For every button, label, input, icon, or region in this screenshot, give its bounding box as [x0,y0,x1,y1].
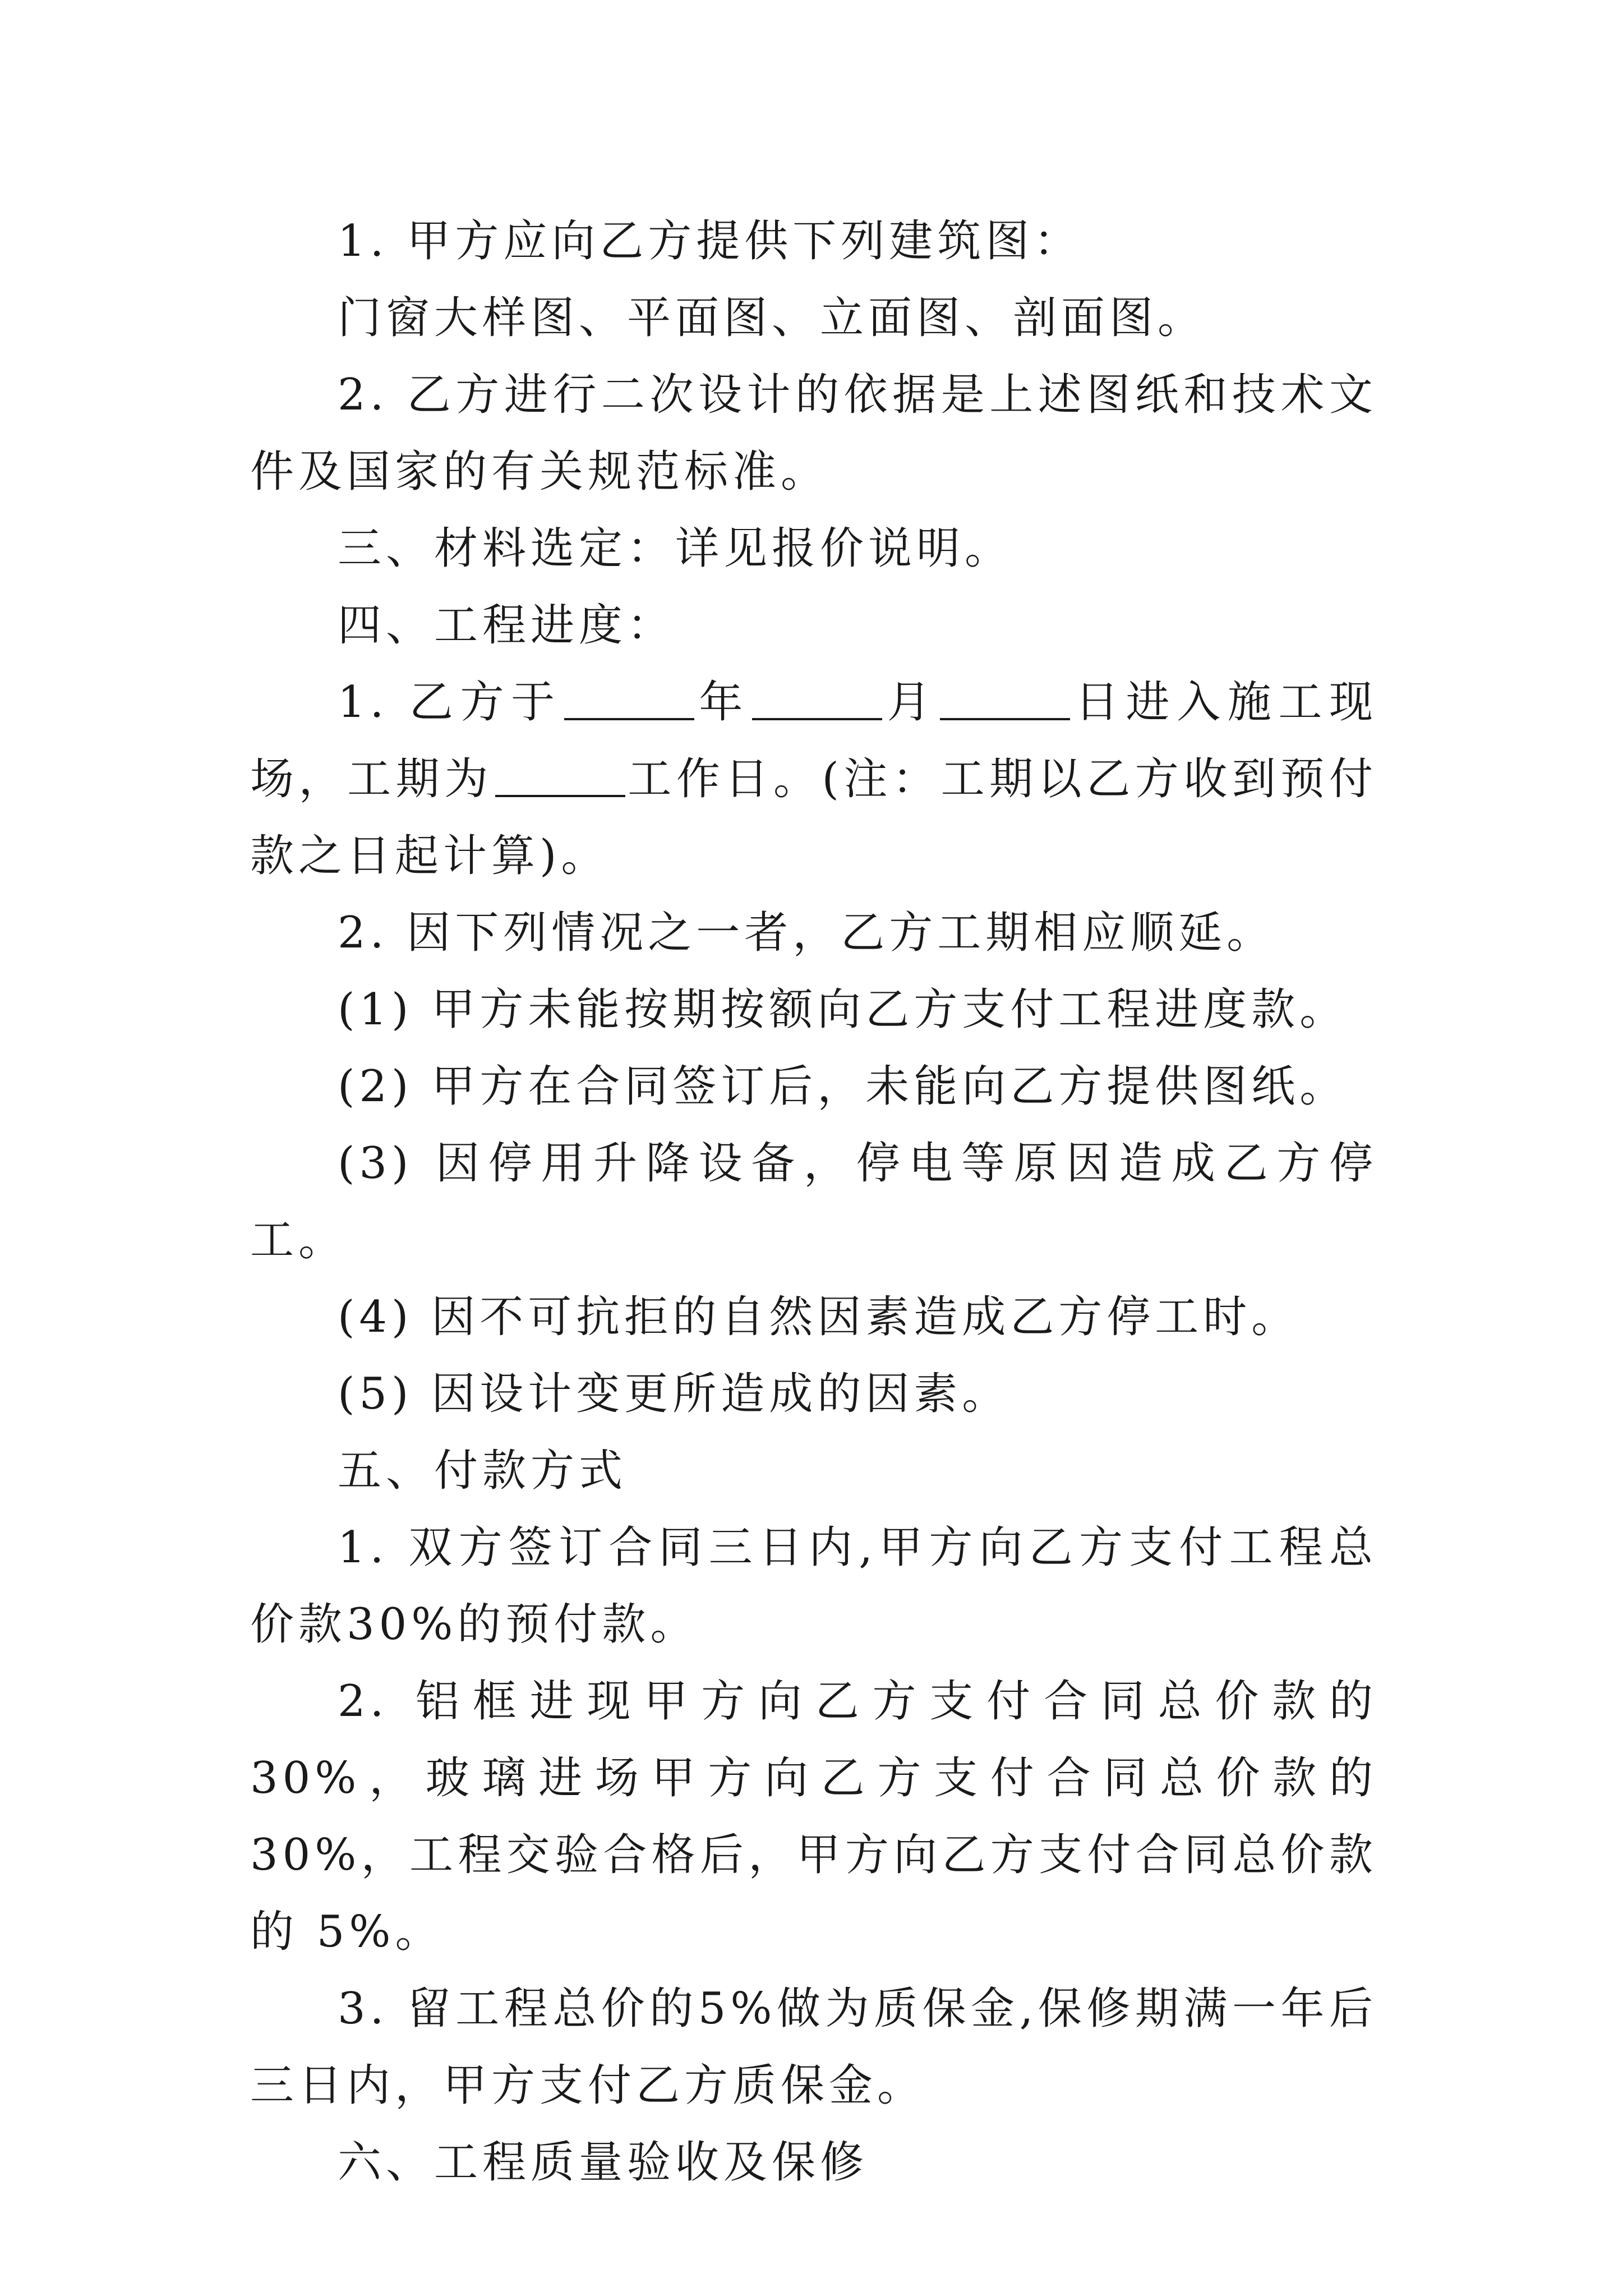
section-heading: 四、工程进度： [338,600,676,651]
schedule-text: 月 [884,677,938,728]
schedule-text: 工作日。(注：工期以乙方收到预付款之日起计算)。 [250,754,1377,881]
paragraph: 1. 双方签订合同三日内,甲方向乙方支付工程总价款30%的预付款。 [250,1522,1377,1650]
paragraph: 1. 甲方应向乙方提供下列建筑图： [338,216,1082,266]
paragraph: 门窗大样图、平面图、立面图、剖面图。 [338,293,1206,343]
section-heading: 三、材料选定：详见报价说明。 [338,523,1013,574]
section-heading: 六、工程质量验收及保修 [338,2137,869,2188]
blank-month [752,674,882,720]
list-item: (4) 因不可抗拒的自然因素造成乙方停工时。 [338,1292,1300,1342]
schedule-text: 年 [696,677,750,728]
paragraph: 3. 留工程总价的5%做为质保金,保修期满一年后三日内，甲方支付乙方质保金。 [250,1984,1377,2111]
blank-year [564,674,694,720]
blank-day [940,674,1070,720]
schedule-text: 日进入施工现场，工期为 [250,677,1377,804]
paragraph: 2. 乙方进行二次设计的依据是上述图纸和技术文件及国家的有关规范标准。 [250,370,1377,497]
schedule-text: 1. 乙方于 [338,677,562,728]
list-item: (3) 因停用升降设备，停电等原因造成乙方停工。 [250,1138,1377,1266]
paragraph: 2. 因下列情况之一者，乙方工期相应顺延。 [338,908,1275,958]
list-item: (2) 甲方在合同签订后，未能向乙方提供图纸。 [338,1061,1348,1112]
list-item: (1) 甲方未能按期按额向乙方支付工程进度款。 [338,984,1348,1035]
document-body [250,203,1377,2201]
blank-days [495,751,625,797]
paragraph-schedule [250,664,1377,895]
paragraph: 2. 铝框进现甲方向乙方支付合同总价款的 30%，玻璃进场甲方向乙方支付合同总价款的 30%，工程交验合格后，甲方向乙方支付合同总价款的 5%。 [250,1676,1377,1957]
list-item: (5) 因设计变更所造成的因素。 [338,1369,1011,1419]
section-heading: 五、付款方式 [338,1446,628,1496]
